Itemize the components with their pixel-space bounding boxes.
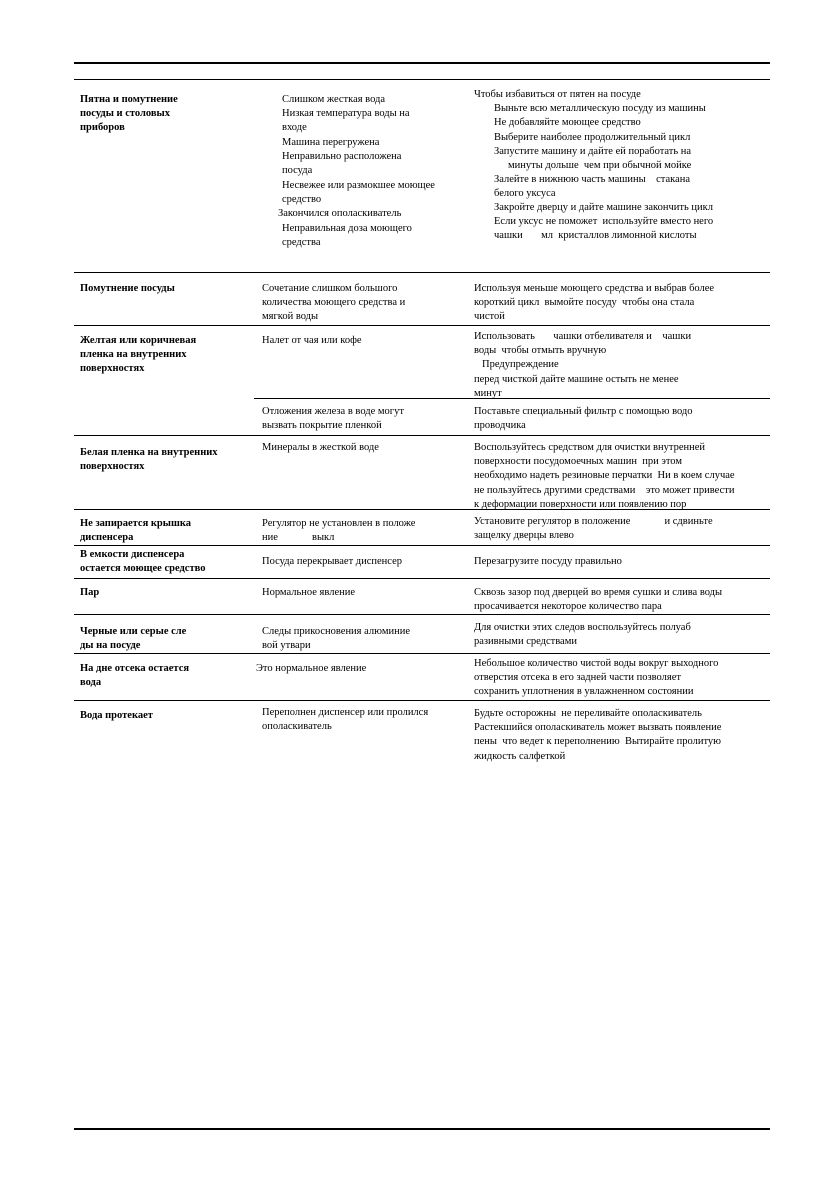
problem-text: приборов (80, 122, 125, 134)
cause-text: ополаскиватель (262, 721, 332, 733)
solution-text: Запустите машину и дайте ей поработать на (494, 146, 692, 157)
solution-text: Для очистки этих следов воспользуйтесь полуаб (474, 622, 691, 633)
solution-text: отверстия отсека в его задней части позволяет (474, 672, 681, 684)
problem-text: Помутнение посуды (80, 283, 175, 294)
solution-text: Если уксус не поможет используйте вместо него (494, 216, 714, 227)
row-divider (74, 700, 770, 701)
solution-text: перед чисткой дайте машине остыть не менее (474, 374, 679, 385)
solution-text: проводчика (474, 420, 526, 432)
solution-text: воды чтобы отмыть вручную (474, 345, 607, 356)
solution-text: просачивается некоторое количество пара (474, 601, 662, 613)
row-divider (74, 653, 770, 654)
row-divider (74, 435, 770, 436)
problem-text: поверхностях (80, 461, 145, 473)
row-subdivider (254, 398, 770, 399)
cause-text: Налет от чая или кофе (262, 335, 362, 346)
solution-text: необходимо надеть резиновые перчатки Ни в коем случае (474, 470, 735, 482)
solution-text: Чтобы избавиться от пятен на посуде (474, 89, 641, 100)
solution-text: разивными средствами (474, 636, 577, 648)
solution-text: пены что ведет к переполнению Вытирайте пролитую (474, 736, 721, 748)
cause-text: Следы прикосновения алюминие (262, 626, 410, 637)
cause-text: Это нормальное явление (256, 663, 367, 674)
problem-text: Черные или серые сле (80, 626, 187, 637)
problem-text: вода (80, 677, 102, 689)
solution-text: минуты дольше чем при обычной мойке (508, 160, 692, 171)
problem-text: остается моющее средство (80, 563, 206, 575)
solution-text: Перезагрузите посуду правильно (474, 556, 622, 567)
row-divider (74, 614, 770, 615)
cause-text: ние выкл (262, 532, 335, 544)
solution-text: Воспользуйтесь средством для очистки внутренней (474, 442, 706, 453)
cause-text: Слишком жесткая вода (282, 94, 386, 105)
cause-text: Несвежее или размокшее моющее (282, 180, 435, 191)
solution-text: Сквозь зазор под дверцей во время сушки и слива воды (474, 587, 723, 598)
row-divider (74, 545, 770, 546)
solution-text: Небольшое количество чистой воды вокруг выходного (474, 658, 719, 669)
cause-text: Сочетание слишком большого (262, 283, 398, 294)
problem-text: Не запирается крышка (80, 518, 191, 529)
problem-text: Белая пленка на внутренних (80, 447, 218, 458)
solution-text: поверхности посудомоечных машин при этом (474, 456, 683, 468)
cause-text: Нормальное явление (262, 587, 356, 598)
problem-text: ды на посуде (80, 640, 141, 652)
solution-text: Выберите наиболее продолжительный цикл (494, 132, 691, 143)
solution-text: короткий цикл вымойте посуду чтобы она стала (474, 297, 695, 309)
cause-text: Низкая температура воды на (282, 108, 410, 119)
solution-text: Используя меньше моющего средства и выбрав более (474, 283, 715, 294)
solution-text: Залейте в нижнюю часть машины стакана (494, 174, 691, 185)
solution-text: Предупреждение (482, 359, 559, 370)
solution-text: Поставьте специальный фильтр с помощью водо (474, 406, 693, 417)
cause-text: Посуда перекрывает диспенсер (262, 556, 403, 567)
solution-text: не пользуйтесь другими средствами это может привести (474, 484, 735, 496)
problem-text: На дне отсека остается (80, 663, 190, 674)
problem-text: Вода протекает (80, 710, 153, 721)
problem-text: посуды и столовых (80, 108, 171, 120)
cause-text: Неправильная доза моющего (282, 223, 412, 234)
cause-text: входе (282, 122, 307, 133)
cause-text: Регулятор не установлен в положе (262, 518, 416, 529)
problem-text: В емкости диспенсера (80, 549, 185, 560)
solution-text: Выньте всю металлическую посуду из машины (494, 103, 706, 114)
cause-text: средство (282, 194, 322, 205)
cause-text: средства (282, 237, 321, 248)
solution-text: белого уксуса (494, 188, 556, 199)
cause-text: количества моющего средства и (262, 297, 406, 309)
footer-rule (74, 1128, 770, 1130)
row-divider (74, 578, 770, 579)
row-divider (74, 79, 770, 80)
solution-text: Установите регулятор в положение и сдвиньте (474, 516, 713, 527)
cause-text: вызвать покрытие пленкой (262, 420, 382, 432)
row-divider (74, 325, 770, 326)
cause-text: Переполнен диспенсер или пролился (262, 707, 429, 718)
solution-text: Будьте осторожны не переливайте ополаскиватель (474, 708, 702, 719)
solution-text: чистой (474, 311, 505, 323)
solution-text: Использовать чашки отбеливателя и чашки (474, 331, 692, 342)
solution-text: сохранить уплотнения в увлажненном состоянии (474, 686, 694, 698)
problem-text: Пар (80, 587, 100, 598)
cause-text: мягкой воды (262, 311, 319, 323)
row-divider (74, 272, 770, 273)
solution-text: к деформации поверхности или появлению пор (474, 498, 687, 510)
solution-text: Не добавляйте моющее средство (494, 117, 641, 128)
cause-text: Машина перегружена (282, 137, 380, 148)
cause-text: Закончился ополаскиватель (278, 208, 402, 219)
cause-text: посуда (282, 165, 313, 176)
problem-text: Пятна и помутнение (80, 94, 178, 105)
problem-text: диспенсера (80, 532, 134, 544)
problem-text: поверхностях (80, 363, 145, 375)
problem-text: пленка на внутренних (80, 349, 187, 361)
solution-text: Закройте дверцу и дайте машине закончить цикл (494, 202, 713, 213)
cause-text: вой утвари (262, 640, 311, 652)
problem-text: Желтая или коричневая (80, 335, 197, 346)
cause-text: Неправильно расположена (282, 151, 402, 162)
solution-text: минут (474, 388, 502, 399)
header-rule (74, 62, 770, 64)
solution-text: Растекшийся ополаскиватель может вызвать появление (474, 722, 722, 734)
cause-text: Отложения железа в воде могут (262, 406, 404, 417)
solution-text: жидкость салфеткой (474, 750, 566, 762)
solution-text: чашки мл кристаллов лимонной кислоты (494, 230, 697, 241)
cause-text: Минералы в жесткой воде (262, 442, 379, 453)
solution-text: защелку дверцы влево (474, 530, 574, 542)
